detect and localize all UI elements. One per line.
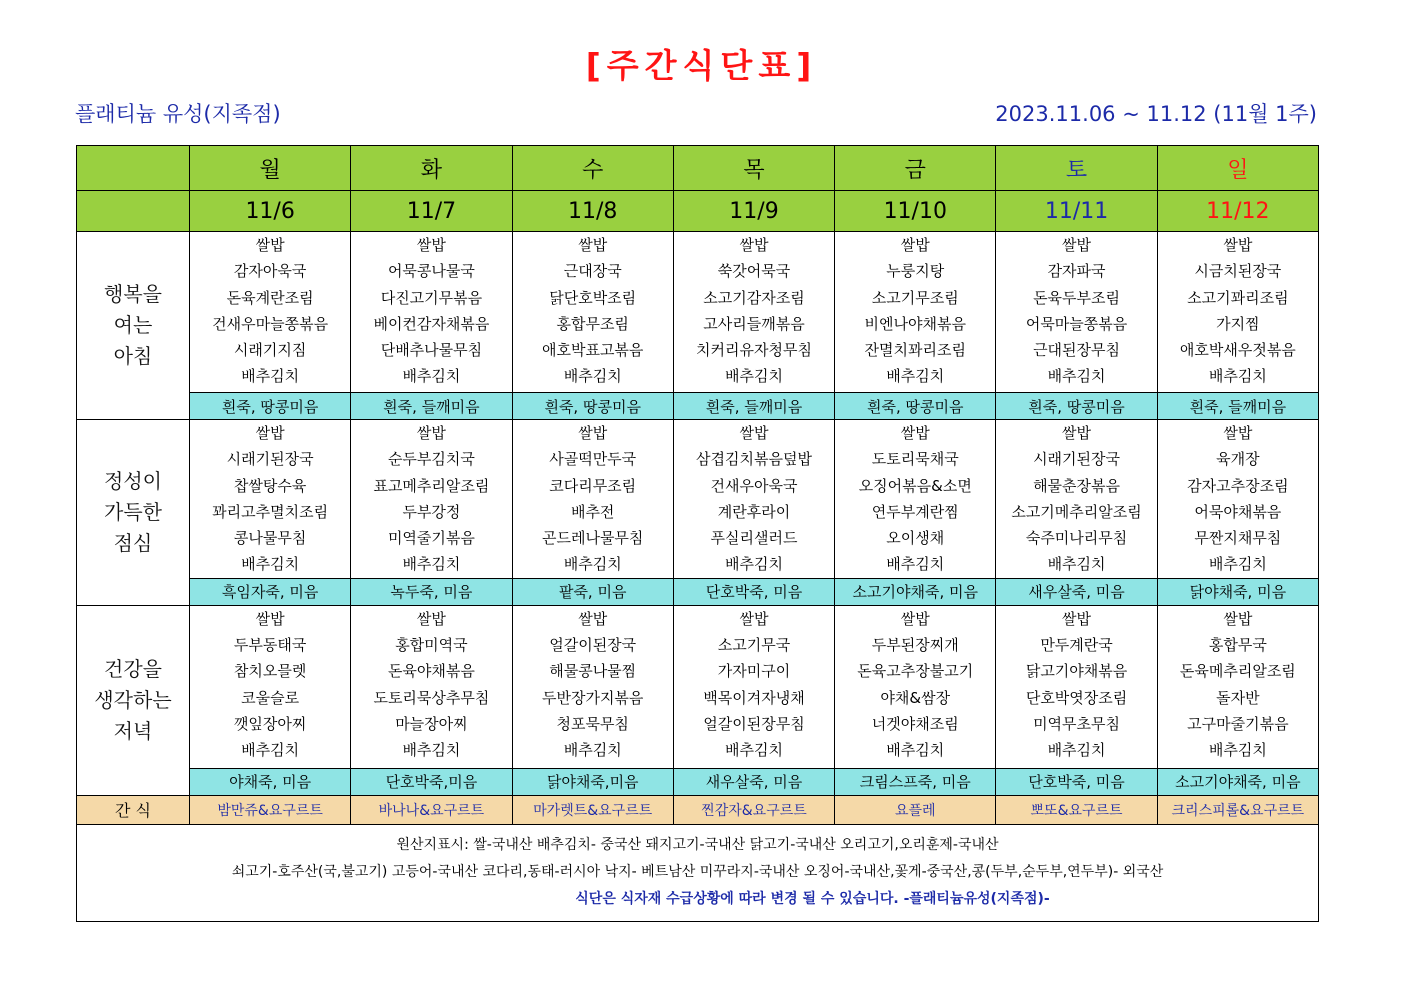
dish-item: 감자고추장조림 [1187, 476, 1289, 495]
dish-item: 쌀밥 [739, 236, 769, 254]
dish-item: 야채&쌈장 [880, 688, 951, 707]
dish-item: 배추김치 [563, 367, 622, 386]
dish-item: 쌀밥 [578, 609, 608, 628]
dish-item: 오이생채 [886, 529, 945, 548]
porridge-cell: 크림스프죽, 미음 [835, 768, 996, 795]
day-thu: 목 [673, 146, 834, 191]
dish-item: 시래기된장국 [1033, 450, 1121, 469]
date-tue: 11/7 [351, 191, 512, 232]
dish-item: 곤드레나물무침 [541, 529, 644, 548]
origin-notice-line1: 원산지표시: 쌀-국내산 배추김치- 중국산 돼지고기-국내산 닭고기-국내산 오리고기,오리훈제-국내산 [396, 837, 999, 854]
porridge-cell: 흑임자죽, 미음 [190, 578, 351, 605]
dish-cell [512, 420, 673, 579]
dish-item: 무짠지채무침 [1194, 529, 1282, 548]
dish-item: 감자아욱국 [233, 262, 307, 281]
dish-item: 배추전 [570, 502, 615, 521]
porridge-cell: 흰죽, 땅콩미음 [512, 393, 673, 420]
snack-cell: 마가렛트&요구르트 [512, 795, 673, 824]
dish-item: 만두계란국 [1040, 636, 1113, 655]
dish-item: 배추김치 [886, 367, 945, 386]
dish-item: 소고기무조림 [871, 288, 959, 307]
dish-item: 어묵야채볶음 [1194, 502, 1282, 521]
dish-item: 치커리유자청무침 [696, 341, 812, 360]
dish-cell [673, 232, 834, 393]
date-range: 2023.11.06 ~ 11.12 (11월 1주) [995, 102, 1317, 126]
day-wed: 수 [512, 146, 673, 191]
dish-item: 배추김치 [725, 741, 783, 760]
dish-item: 시금치된장국 [1194, 262, 1282, 281]
origin-notice-line2: 쇠고기-호주산(국,불고기) 고등어-국내산 코다리,동태-러시아 낙지- 베트남산 미꾸라지-국내산 오징어-국내산,꽃게-중국산,콩(두부,순두부,연두부)- 외국산 [231, 864, 1164, 881]
dish-item: 배추김치 [1208, 555, 1267, 574]
dish-item: 코울슬로 [241, 688, 300, 707]
dish-item: 돈육고추장불고기 [857, 662, 974, 681]
dish-item: 해물춘장볶음 [1033, 476, 1121, 495]
dish-cell [1157, 605, 1318, 768]
dish-cell [996, 232, 1157, 393]
dish-item: 사골떡만두국 [549, 450, 637, 469]
dish-cell [996, 605, 1157, 768]
date-sat: 11/11 [996, 191, 1157, 232]
dish-item: 연두부계란찜 [871, 502, 959, 521]
menu-change-notice: 식단은 식자재 수급상황에 따라 변경 될 수 있습니다. -플래티늄유성(지족점)- [575, 891, 1050, 908]
dish-item: 어묵콩나물국 [387, 262, 475, 281]
meal-row [77, 420, 1319, 579]
snack-cell: 찐감자&요구르트 [673, 795, 834, 824]
dish-item: 쌀밥 [255, 236, 285, 254]
dish-item: 어묵마늘쫑볶음 [1025, 314, 1128, 333]
dish-item: 배추김치 [241, 555, 300, 574]
meal-row [77, 605, 1319, 768]
dish-item: 배추김치 [886, 741, 945, 760]
meal-label [77, 605, 190, 795]
dish-item: 소고기감자조림 [703, 288, 805, 307]
dish-item: 건새우마늘쫑볶음 [212, 314, 329, 333]
meal-label-line: 아침 [113, 344, 153, 368]
dish-item: 푸실리샐러드 [710, 529, 798, 548]
dish-cell [835, 232, 996, 393]
porridge-cell: 야채죽, 미음 [190, 768, 351, 795]
dish-item: 소고기무국 [717, 636, 791, 655]
dish-item: 숙주미나리무침 [1025, 529, 1128, 548]
meal-label-line: 여는 [113, 313, 153, 337]
porridge-cell: 녹두죽, 미음 [351, 578, 512, 605]
dish-item: 미역무초무침 [1033, 714, 1121, 733]
dish-cell [512, 232, 673, 393]
dish-item: 쌀밥 [1223, 424, 1253, 442]
meal-label-line: 정성이 [104, 468, 162, 493]
dish-item: 콩나물무침 [233, 529, 307, 548]
dish-item: 쌀밥 [739, 609, 769, 628]
dish-item: 비엔나야채볶음 [864, 314, 966, 333]
porridge-cell: 흰죽, 들깨미음 [351, 393, 512, 420]
dish-item: 청포묵무침 [556, 714, 629, 733]
dish-item: 애호박표고볶음 [541, 341, 644, 360]
header-corner [77, 146, 190, 191]
dish-cell [190, 420, 351, 579]
dish-item: 삼겹김치볶음덮밥 [696, 450, 812, 469]
dish-item: 가자미구이 [717, 662, 791, 681]
meal-label-line: 저녁 [113, 718, 153, 743]
porridge-cell: 흰죽, 들깨미음 [1157, 393, 1318, 420]
dish-item: 쌀밥 [900, 609, 930, 628]
meal-label-line: 점심 [113, 530, 153, 555]
porridge-cell: 닭야채죽, 미음 [1157, 578, 1318, 605]
dish-item: 배추김치 [241, 367, 300, 386]
dish-item: 돌자반 [1216, 688, 1260, 707]
dish-item: 두부동태국 [233, 636, 307, 655]
dish-cell [835, 605, 996, 768]
dish-item: 배추김치 [1208, 367, 1267, 386]
porridge-row [77, 768, 1319, 795]
dish-cell [351, 232, 512, 393]
dish-item: 마늘장아찌 [395, 714, 468, 733]
porridge-cell: 흰죽, 들깨미음 [673, 393, 834, 420]
dish-cell [190, 232, 351, 393]
dish-item: 쌀밥 [1223, 609, 1253, 628]
dish-item: 배추김치 [1047, 367, 1106, 386]
dish-item: 단호박엿장조림 [1025, 688, 1128, 707]
date-mon: 11/6 [190, 191, 351, 232]
meal-label [77, 232, 190, 420]
dish-cell [673, 605, 834, 768]
dish-item: 순두부김치국 [387, 450, 475, 469]
date-wed: 11/8 [512, 191, 673, 232]
porridge-cell: 단호박죽, 미음 [673, 578, 834, 605]
dish-cell [835, 420, 996, 579]
day-tue: 화 [351, 146, 512, 191]
dish-item: 홍합무국 [1208, 636, 1267, 655]
dish-item: 표고메추리알조림 [373, 476, 490, 495]
dish-item: 배추김치 [563, 741, 622, 760]
snack-cell: 바나나&요구르트 [351, 795, 512, 824]
dish-item: 잔멸치꽈리조림 [864, 341, 966, 360]
dish-item: 얼갈이된장무침 [703, 714, 805, 733]
dish-item: 시래기된장국 [226, 450, 314, 469]
day-header-row [77, 146, 1319, 191]
meal-label-line: 행복을 [104, 282, 162, 306]
dish-item: 단배추나물무침 [380, 341, 483, 360]
dish-item: 돈육계란조림 [226, 288, 314, 307]
dish-item: 닭고기야채볶음 [1025, 662, 1128, 681]
dish-item: 배추김치 [402, 367, 461, 386]
dish-item: 쌀밥 [578, 236, 608, 254]
dish-item: 참치오믈렛 [233, 662, 307, 681]
dish-item: 얼갈이된장국 [549, 636, 637, 655]
dish-item: 시래기지짐 [233, 341, 307, 360]
dish-item: 소고기메추리알조림 [1011, 502, 1142, 521]
dish-item: 배추김치 [725, 367, 783, 386]
dish-item: 쌀밥 [1062, 236, 1092, 254]
dish-item: 돈육두부조림 [1033, 288, 1121, 307]
dish-cell [351, 420, 512, 579]
dish-item: 닭단호박조림 [549, 288, 637, 307]
dish-cell [512, 605, 673, 768]
dish-item: 누룽지탕 [886, 262, 945, 281]
notes-cell [77, 824, 1319, 921]
meal-label-line: 생각하는 [94, 687, 172, 712]
porridge-cell: 소고기야채죽, 미음 [1157, 768, 1318, 795]
dish-cell [1157, 232, 1318, 393]
header-corner-date [77, 191, 190, 232]
dish-item: 배추김치 [725, 555, 783, 574]
dish-item: 쌀밥 [739, 424, 769, 442]
porridge-row [77, 578, 1319, 605]
dish-item: 쌀밥 [1062, 424, 1092, 442]
dish-item: 가지찜 [1216, 314, 1260, 333]
dish-item: 감자파국 [1047, 262, 1106, 281]
dish-item: 쌀밥 [900, 424, 930, 442]
dish-item: 근대장국 [563, 262, 622, 281]
dish-cell [673, 420, 834, 579]
dish-item: 배추김치 [1047, 741, 1106, 760]
porridge-cell: 단호박죽,미음 [351, 768, 512, 795]
porridge-cell: 소고기야채죽, 미음 [835, 578, 996, 605]
dish-item: 쌀밥 [1062, 609, 1092, 628]
porridge-cell: 단호박죽, 미음 [996, 768, 1157, 795]
dish-item: 쌀밥 [900, 236, 930, 254]
date-header-row [77, 191, 1319, 232]
dish-item: 해물콩나물찜 [549, 662, 637, 681]
dish-cell [996, 420, 1157, 579]
dish-item: 깻잎장아찌 [233, 714, 307, 733]
day-sun: 일 [1157, 146, 1318, 191]
dish-item: 고구마줄기볶음 [1187, 714, 1289, 733]
location-name: 플래티늄 유성(지족점) [75, 102, 281, 126]
snack-cell: 크리스피롤&요구르트 [1157, 795, 1318, 824]
porridge-cell: 새우살죽, 미음 [996, 578, 1157, 605]
dish-item: 소고기꽈리조림 [1187, 288, 1289, 307]
dish-item: 건새우아욱국 [710, 476, 798, 495]
dish-item: 쌀밥 [416, 609, 446, 628]
dish-item: 코다리무조림 [549, 476, 637, 495]
snack-cell: 요플레 [835, 795, 996, 824]
dish-item: 계란후라이 [717, 502, 791, 521]
dish-item: 근대된장무침 [1033, 341, 1121, 360]
dish-item: 홍합무조림 [556, 314, 629, 333]
meal-row [77, 232, 1319, 393]
dish-item: 배추김치 [402, 741, 461, 760]
dish-item: 도토리묵채국 [871, 450, 959, 469]
dish-item: 육개장 [1216, 450, 1260, 469]
dish-item: 돈육메추리알조림 [1179, 662, 1296, 681]
snack-cell: 뽀또&요구르트 [996, 795, 1157, 824]
page-title: [주간식단표] [585, 46, 818, 85]
date-sun: 11/12 [1157, 191, 1318, 232]
dish-item: 오징어볶음&소면 [858, 476, 972, 495]
dish-item: 두부강정 [402, 502, 461, 521]
dish-item: 너겟야채조림 [871, 714, 959, 733]
porridge-cell: 흰죽, 땅콩미음 [996, 393, 1157, 420]
day-fri: 금 [835, 146, 996, 191]
dish-cell [351, 605, 512, 768]
day-sat: 토 [996, 146, 1157, 191]
day-mon: 월 [190, 146, 351, 191]
dish-item: 쌀밥 [416, 424, 446, 442]
porridge-cell: 닭야채죽,미음 [512, 768, 673, 795]
dish-item: 백목이겨자냉채 [703, 688, 805, 707]
dish-item: 애호박새우젓볶음 [1179, 341, 1296, 360]
dish-item: 쌀밥 [255, 424, 285, 442]
dish-item: 배추김치 [1047, 555, 1106, 574]
meal-label [77, 420, 190, 606]
dish-item: 다진고기무볶음 [380, 288, 483, 307]
dish-item: 도토리묵상추무침 [373, 688, 490, 707]
notes-row [77, 824, 1319, 921]
meal-label-line: 건강을 [104, 656, 162, 681]
dish-item: 찹쌀탕수육 [233, 476, 307, 495]
dish-item: 쌀밥 [578, 424, 608, 442]
porridge-cell: 흰죽, 땅콩미음 [835, 393, 996, 420]
dish-item: 쌀밥 [1223, 236, 1253, 254]
meal-label-line: 가득한 [104, 499, 162, 524]
dish-cell [1157, 420, 1318, 579]
porridge-cell: 팥죽, 미음 [512, 578, 673, 605]
dish-item: 미역줄기볶음 [387, 529, 475, 548]
dish-item: 베이컨감자채볶음 [373, 314, 490, 333]
dish-item: 돈육야채볶음 [387, 662, 475, 681]
dish-item: 꽈리고추멸치조림 [212, 502, 329, 521]
dish-cell [190, 605, 351, 768]
porridge-row [77, 393, 1319, 420]
weekly-menu-table [76, 145, 1319, 922]
dish-item: 두부된장찌개 [871, 636, 959, 655]
dish-item: 두반장가지볶음 [541, 688, 644, 707]
porridge-cell: 새우살죽, 미음 [673, 768, 834, 795]
dish-item: 홍합미역국 [395, 636, 468, 655]
porridge-cell: 흰죽, 땅콩미음 [190, 393, 351, 420]
dish-item: 배추김치 [241, 741, 300, 760]
dish-item: 쌀밥 [255, 609, 285, 628]
snack-label: 간 식 [77, 795, 190, 824]
dish-item: 배추김치 [563, 555, 622, 574]
dish-item: 고사리들깨볶음 [703, 314, 805, 333]
dish-item: 배추김치 [886, 555, 945, 574]
dish-item: 배추김치 [402, 555, 461, 574]
dish-item: 쌀밥 [416, 236, 446, 254]
dish-item: 배추김치 [1208, 741, 1267, 760]
date-thu: 11/9 [673, 191, 834, 232]
date-fri: 11/10 [835, 191, 996, 232]
snack-row [77, 795, 1319, 824]
snack-cell: 밤만쥬&요구르트 [190, 795, 351, 824]
dish-item: 쑥갓어묵국 [717, 262, 791, 281]
